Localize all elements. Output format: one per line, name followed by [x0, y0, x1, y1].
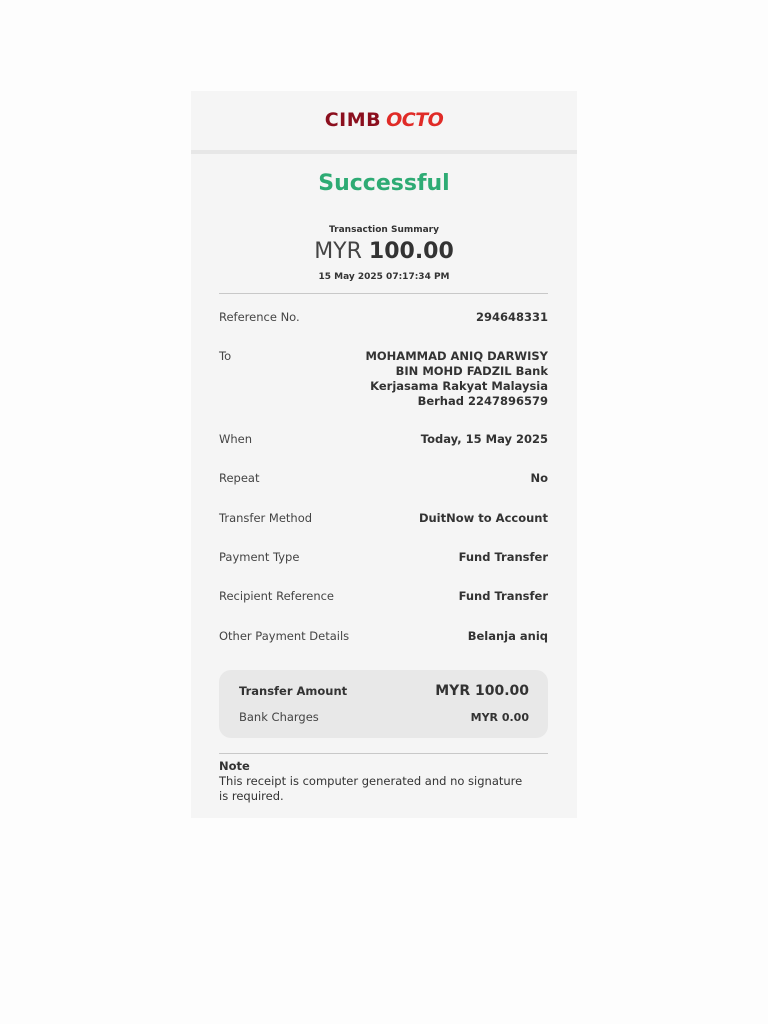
detail-value: Today, 15 May 2025 — [420, 432, 548, 446]
detail-value: Fund Transfer — [458, 550, 548, 564]
note-divider — [219, 753, 548, 754]
receipt-card — [191, 91, 577, 818]
summary-label: Transaction Summary — [329, 225, 439, 235]
detail-label: Reference No. — [219, 310, 300, 324]
detail-row-transfer-method — [219, 511, 548, 526]
bank-charges-row — [239, 710, 529, 724]
logo-cimb-text: CIMB — [324, 108, 382, 131]
detail-label: Transfer Method — [219, 511, 313, 525]
bank-charges-label: Bank Charges — [239, 710, 319, 724]
detail-value: MOHAMMAD ANIQ DARWISY BIN MOHD FADZIL Bank Kerjasama Rakyat Malaysia Berhad 2247896579 — [365, 349, 548, 408]
detail-value: Fund Transfer — [458, 589, 548, 603]
note-title: Note — [219, 759, 250, 773]
summary-divider — [219, 293, 548, 294]
note-text: This receipt is computer generated and no signature is required. — [219, 774, 523, 803]
detail-value: No — [530, 471, 548, 485]
cimb-octo-logo — [325, 109, 444, 131]
transfer-amount-row — [239, 683, 529, 699]
detail-row-other-payment-details — [219, 629, 548, 644]
detail-label: Payment Type — [219, 550, 300, 564]
detail-label: Other Payment Details — [219, 629, 350, 643]
detail-row-payment-type — [219, 550, 548, 565]
detail-row-to — [219, 349, 548, 409]
summary-value: 100.00 — [368, 239, 454, 264]
detail-label: To — [219, 349, 232, 363]
status-title: Successful — [318, 171, 450, 196]
detail-label: Repeat — [219, 471, 260, 485]
detail-label: When — [219, 432, 253, 446]
detail-value: 294648331 — [475, 310, 548, 324]
detail-label: Recipient Reference — [219, 589, 334, 603]
transfer-amount-label: Transfer Amount — [239, 684, 348, 698]
detail-row-recipient-reference — [219, 589, 548, 604]
detail-row-when — [219, 432, 548, 447]
detail-value: Belanja aniq — [467, 629, 548, 643]
transfer-amount-value: MYR 100.00 — [435, 683, 529, 699]
detail-row-repeat — [219, 471, 548, 486]
summary-currency: MYR — [314, 239, 362, 264]
summary-datetime: 15 May 2025 07:17:34 PM — [318, 272, 450, 282]
bank-charges-value: MYR 0.00 — [470, 711, 529, 724]
logo-octo-text: OCTO — [386, 108, 444, 131]
detail-value: DuitNow to Account — [418, 511, 548, 525]
summary-amount — [191, 239, 577, 264]
receipt-header — [191, 91, 577, 154]
charges-summary-box — [219, 670, 548, 738]
detail-row-reference — [219, 310, 548, 325]
